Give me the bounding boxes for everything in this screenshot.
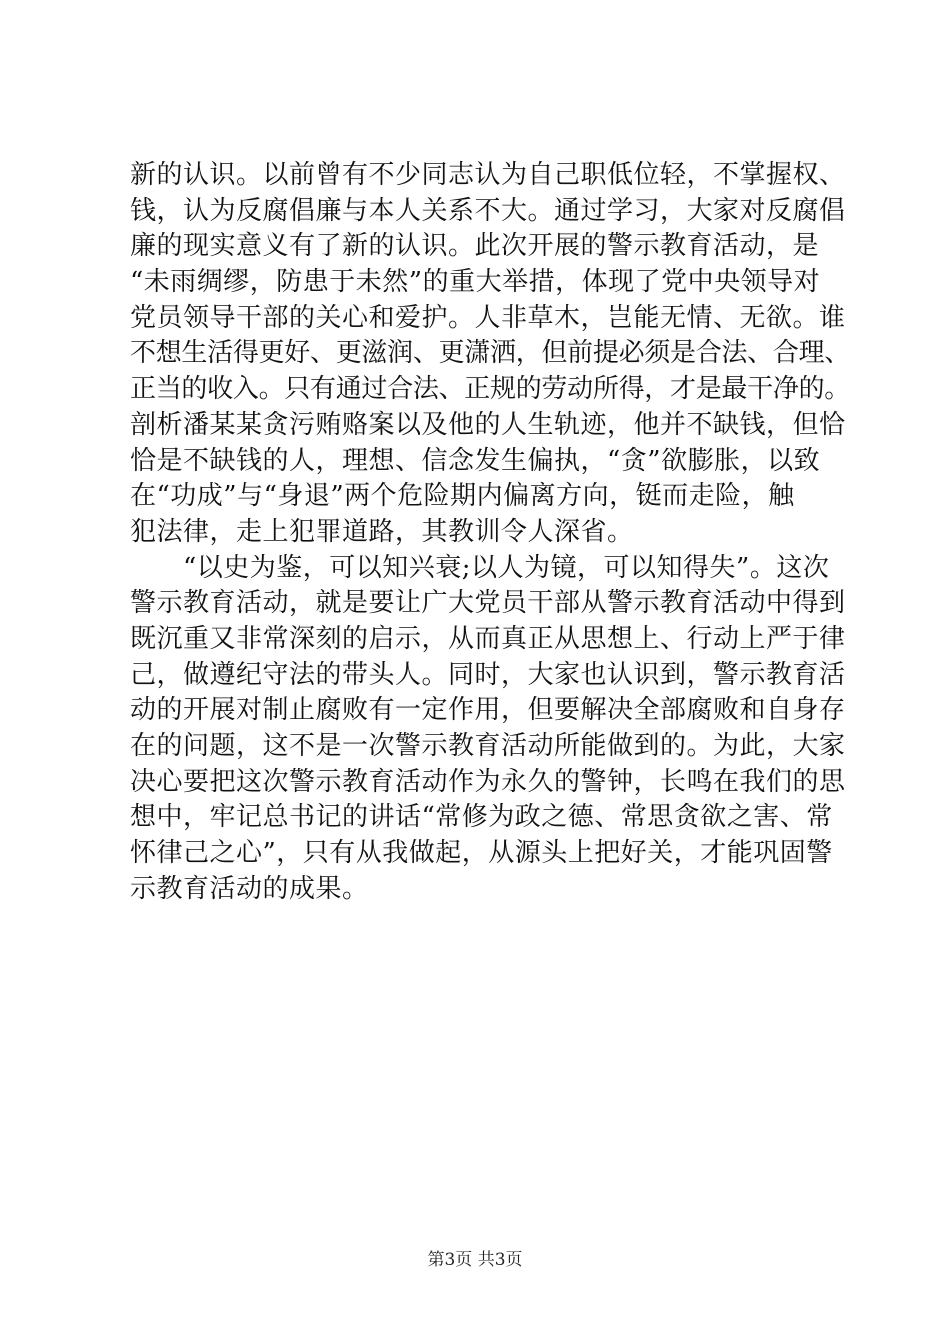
text-line: 动的开展对制止腐败有一定作用，但要解决全部腐败和自身存	[130, 695, 846, 726]
text-line: 示教育活动的成果。	[130, 873, 369, 904]
text-line: 决心要把这次警示教育活动作为永久的警钟，长鸣在我们的思	[130, 766, 846, 797]
text-line: 在“功成”与“身退”两个危险期内偏离方向，铤而走险，触	[130, 481, 795, 512]
text-line: “以史为鉴，可以知兴衰;以人为镜，可以知得失”。这次	[130, 552, 830, 583]
text-line: 新的认识。以前曾有不少同志认为自己职低位轻，不掌握权、	[130, 160, 846, 190]
text-line: 廉的现实意义有了新的认识。此次开展的警示教育活动，是	[130, 231, 820, 262]
body-text	[130, 158, 850, 907]
text-line: 剖析潘某某贪污贿赂案以及他的人生轨迹，他并不缺钱，但恰	[130, 409, 846, 440]
text-line: 既沉重又非常深刻的启示，从而真正从思想上、行动上严于律	[130, 623, 846, 654]
page-number: 第3页 共3页	[427, 1250, 523, 1270]
text-line: 想中，牢记总书记的讲话“常修为政之德、常思贪欲之害、常	[130, 802, 833, 833]
text-line: 正当的收入。只有通过合法、正规的劳动所得，才是最干净的。	[130, 374, 851, 405]
text-line: 钱，认为反腐倡廉与本人关系不大。通过学习，大家对反腐倡	[130, 195, 846, 226]
text-line: 恰是不缺钱的人，理想、信念发生偏执，“贪”欲膨胀，以致	[130, 445, 821, 476]
text-line: 警示教育活动，就是要让广大党员干部从警示教育活动中得到	[130, 588, 846, 619]
text-line: 怀律己之心”，只有从我做起，从源头上把好关，才能巩固警	[130, 838, 833, 869]
text-line: 犯法律，走上犯罪道路，其教训令人深省。	[130, 516, 634, 547]
text-line: 在的问题，这不是一次警示教育活动所能做到的。为此，大家	[130, 731, 846, 761]
text-line: 己，做遵纪守法的带头人。同时，大家也认识到，警示教育活	[130, 659, 846, 690]
text-line: 党员领导干部的关心和爱护。人非草木，岂能无情、无欲。谁	[130, 302, 846, 333]
text-line: 不想生活得更好、更滋润、更潇洒，但前提必须是合法、合理、	[130, 338, 851, 369]
text-line: “未雨绸缪，防患于未然”的重大举措，体现了党中央领导对	[130, 267, 821, 298]
